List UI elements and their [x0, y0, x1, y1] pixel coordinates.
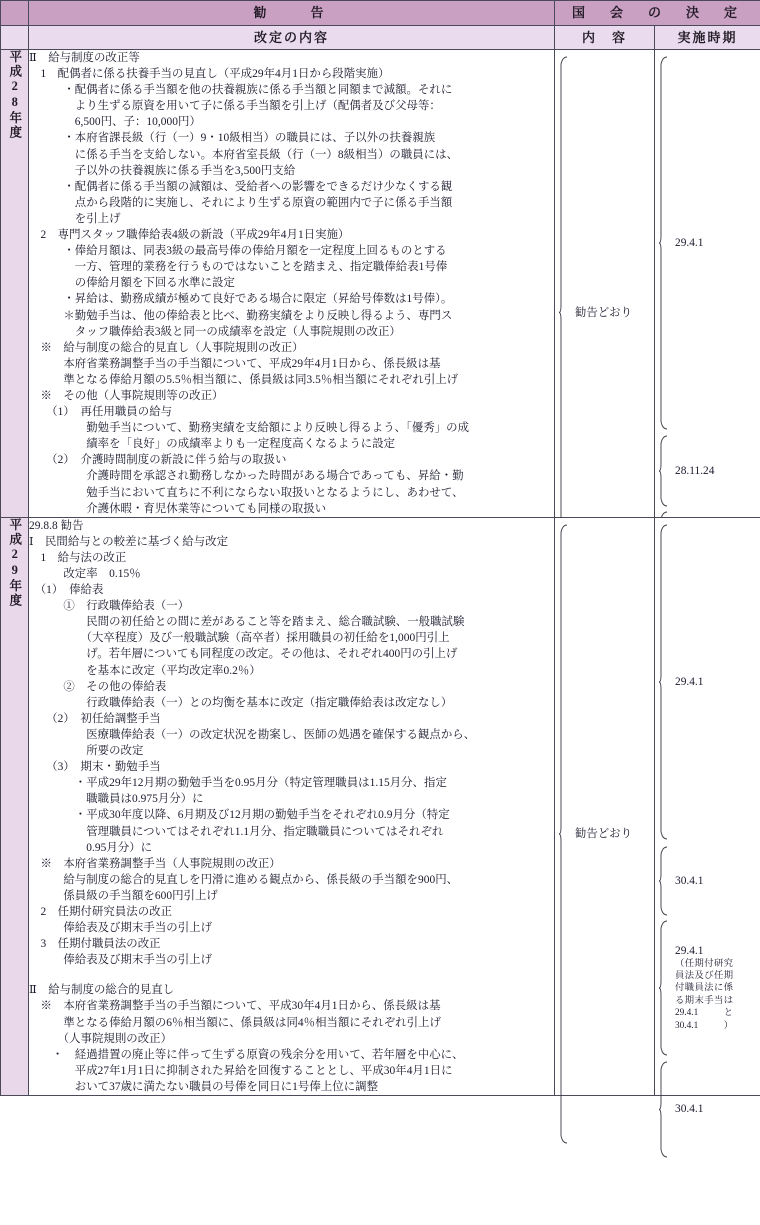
content-line: 一方、管理的業務を行うものではないことを踏まえ、指定職俸給表1号俸	[29, 261, 448, 274]
period-group-4	[658, 1061, 703, 1158]
curly-brace-icon	[558, 56, 572, 569]
fiscal-year-label: 平成28年度	[7, 50, 22, 140]
curly-brace-icon	[658, 1061, 672, 1158]
implementation-period-cell	[655, 517, 760, 1116]
content-line: 勉手当において直ちに不利にならない取扱いとなるようにし、あわせて、	[29, 486, 464, 499]
content-line: ・配偶者に係る手当額の減額は、受給者への影響をできるだけ少なくする観	[29, 180, 453, 193]
period-note: （任期付研究員法及び任期付職員法に係る期末手当は29.4.1と30.4.1）	[675, 958, 733, 1031]
content-line: （2） 介護時間制度の新設に伴う給与の取扱い	[29, 454, 287, 467]
content-line: 準となる俸給月額の5.5％相当額に、係員級は同3.5％相当額にそれぞれ引上げ	[29, 373, 459, 386]
period-label-box-1	[672, 236, 703, 250]
period-label: 30.4.1	[675, 1103, 704, 1116]
revision-content-cell	[29, 50, 555, 518]
decision-group-1	[558, 56, 632, 569]
content-line: 民間の初任給との間に差があること等を踏まえ、総合職試験、一般職試験	[29, 616, 465, 629]
content-line: 俸給表及び期末手当の引上げ	[29, 954, 213, 967]
period-group-1	[658, 56, 703, 430]
header-diet-decision: 国 会 の 決 定	[555, 1, 760, 26]
implementation-period-cell	[655, 50, 760, 518]
content-line: ・ 経過措置の廃止等に伴って生ずる原資の残余分を用いて、若年層を中心に、	[29, 1048, 464, 1061]
curly-brace-icon	[658, 56, 672, 430]
content-line: 1 配偶者に係る扶養手当の見直し（平成29年4月1日から段階実施）	[29, 68, 390, 81]
content-line: 準となる俸給月額の6％相当額に、係員級は同4％相当額にそれぞれ引上げ	[29, 1016, 441, 1029]
diet-decision-content-cell	[555, 50, 655, 518]
content-line: ・配偶者に係る手当額を他の扶養親族に係る手当額と同額まで減額。それに	[29, 84, 453, 97]
content-line: ※ 本府省業務調整手当の手当額について、平成30年4月1日から、係長級は基	[29, 1000, 441, 1013]
content-line: ＊勤勉手当は、他の俸給表と比べ、勤務実績をより反映し得るよう、専門ス	[29, 309, 453, 322]
content-line: 給与制度の総合的見直しを円滑に進める観点から、係長級の手当額を900円、	[29, 873, 459, 886]
fiscal-year-label: 平成29年度	[7, 517, 22, 608]
content-line: 改定率 0.15％	[29, 568, 141, 580]
decision-group-1	[558, 524, 632, 1144]
content-line: の俸給月額を下回る水準に設定	[29, 277, 235, 290]
content-line: 管理職員についてはそれぞれ1.1月分、指定職職員についてはそれぞれ	[29, 825, 444, 838]
content-line: （人事院規則の改正）	[29, 1032, 173, 1045]
period-label-box-3	[672, 944, 733, 1032]
content-line: （2） 初任給調整手当	[29, 712, 161, 725]
period-label: 29.4.1	[675, 944, 704, 957]
content-line: 6,500円、子：10,000円）	[29, 116, 201, 129]
content-line: 1 給与法の改正	[29, 551, 127, 564]
content-spacer	[29, 968, 554, 982]
content-line: Ⅱ 給与制度の改正等	[29, 52, 140, 64]
content-line: 俸給表及び期末手当の引上げ	[29, 922, 213, 935]
content-line: 2 任期付研究員法の改正	[29, 905, 173, 918]
content-line: （1） 俸給表	[29, 584, 104, 597]
content-line: 3 任期付職員法の改正	[29, 938, 161, 951]
fiscal-year-cell	[1, 517, 29, 1095]
content-line: 平成27年1月1日に抑制された昇給を回復することとし、平成30年4月1日に	[29, 1064, 453, 1077]
header-period: 実施時期	[655, 26, 760, 50]
content-line: 本府省業務調整手当の手当額について、平成29年4月1日から、係長級は基	[29, 357, 441, 370]
content-line: （1） 再任用職員の給与	[29, 406, 173, 419]
content-line: Ⅱ 給与制度の総合的見直し	[29, 984, 175, 997]
decision-label-box-1	[572, 827, 632, 841]
period-group-2	[658, 846, 703, 916]
header-recommendation: 勧 告	[29, 1, 555, 26]
fiscal-year-cell	[1, 50, 29, 518]
content-line: ② その他の俸給表	[29, 680, 167, 693]
period-group-3	[658, 920, 733, 1056]
table-row	[1, 517, 760, 1095]
content-line: おいて37歳に満たない職員の号俸を同日に1号俸上位に調整	[29, 1080, 379, 1093]
curly-brace-icon	[658, 846, 672, 916]
decision-label: 勧告どおり	[575, 827, 632, 840]
content-line: 点から段階的に実施し、それにより生ずる原資の範囲内で子に係る手当額	[29, 196, 453, 209]
content-line: を基本に改定（平均改定率0.2％）	[29, 664, 261, 677]
content-line: 績率を「良好」の成績率よりも一定程度高くなるように設定	[29, 438, 396, 451]
header-corner-cell-2	[1, 26, 29, 50]
content-line: ・俸給月額は、同表3級の最高号俸の俸給月額を一定程度上回るものとする	[29, 245, 447, 258]
content-line: ※ 給与制度の総合的見直し（人事院規則の改正）	[29, 341, 304, 354]
content-line: ・本府省課長級（行（一）9・10級相当）の職員には、子以外の扶養親族	[29, 132, 436, 145]
content-line: ※ その他（人事院規則等の改正）	[29, 389, 224, 402]
content-line: げ。若年層についても同程度の改定。その他は、それぞれ400円の引上げ	[29, 648, 458, 661]
decision-label: 勧告どおり	[575, 306, 632, 319]
content-line: ・昇給は、勤務成績が極めて良好である場合に限定（昇給号俸数は1号俸）。	[29, 293, 453, 306]
content-line: 勤勉手当について、勤務実績を支給額により反映し得るよう、「優秀」の成	[29, 422, 470, 435]
table-body	[1, 50, 760, 1116]
content-line: 0.95月分）に	[29, 841, 153, 854]
content-line: より生ずる原資を用いて子に係る手当額を引上げ（配偶者及び父母等：	[29, 100, 441, 113]
content-line: 介護休暇・育児休業等についても同様の取扱い	[29, 502, 327, 515]
header-content: 内 容	[555, 26, 655, 50]
header-corner-cell	[1, 1, 29, 26]
content-line: 行政職俸給表（一）との均衡を基本に改定（指定職俸給表は改定なし）	[29, 696, 453, 709]
content-line: 医療職俸給表（一）の改定状況を勘案し、医師の処遇を確保する観点から、	[29, 728, 476, 741]
period-label-box-2	[672, 464, 714, 478]
content-line: ① 行政職俸給表（一）	[29, 600, 190, 613]
curly-brace-icon	[658, 920, 672, 1056]
content-line: Ⅰ 民間給与との較差に基づく給与改定	[29, 535, 229, 548]
period-label-box-4	[672, 1102, 703, 1116]
content-line: 係員級の手当額を600円引上げ	[29, 889, 218, 902]
content-line: （大卒程度）及び一般職試験（高卒者）採用職員の初任給を1,000円引上	[29, 632, 450, 645]
content-line: に係る手当を支給しない。本府省室長級（行（一）8級相当）の職員には、	[29, 148, 459, 161]
period-label: 29.4.1	[675, 675, 704, 688]
curly-brace-icon	[558, 524, 572, 1144]
header-revision-content: 改定の内容	[29, 26, 555, 50]
content-line: 29.8.8 勧告	[29, 519, 84, 532]
period-label: 29.4.1	[675, 237, 704, 249]
period-label-box-1	[672, 675, 703, 689]
revision-content-cell	[29, 517, 555, 1095]
table-header-row-2	[1, 26, 760, 50]
content-line: タッフ職俸給表3級と同一の成績率を設定（人事院規則の改正）	[29, 325, 401, 338]
period-label: 28.11.24	[675, 465, 715, 477]
decision-label-box-1	[572, 306, 632, 320]
period-group-1	[658, 524, 703, 840]
diet-decision-content-cell	[555, 517, 655, 1095]
table-header-row-1	[1, 1, 760, 26]
content-line: ※ 本府省業務調整手当（人事院規則の改正）	[29, 857, 281, 870]
table-row	[1, 50, 760, 518]
curly-brace-icon	[658, 524, 672, 840]
content-line: 職職員は0.975月分）に	[29, 793, 204, 806]
period-label: 30.4.1	[675, 874, 704, 887]
content-line: を引上げ	[29, 212, 121, 225]
content-line: 介護時間を承認され勤務しなかった時間がある場合であっても、昇給・勤	[29, 470, 464, 483]
content-line: 所要の改定	[29, 745, 144, 758]
content-line: 2 専門スタッフ職俸給表4級の新設（平成29年4月1日実施）	[29, 229, 350, 242]
period-group-2	[658, 435, 714, 507]
content-line: ・平成30年度以降、6月期及び12月期の勤勉手当をそれぞれ0.9月分（特定	[29, 809, 450, 822]
curly-brace-icon	[658, 435, 672, 507]
period-label-box-2	[672, 874, 703, 888]
content-line: （3） 期末・勤勉手当	[29, 761, 161, 774]
content-line: ・平成29年12月期の勤勉手当を0.95月分（特定管理職員は1.15月分、指定	[29, 777, 447, 790]
content-line: 子以外の扶養親族に係る手当を3,500円支給	[29, 164, 296, 177]
